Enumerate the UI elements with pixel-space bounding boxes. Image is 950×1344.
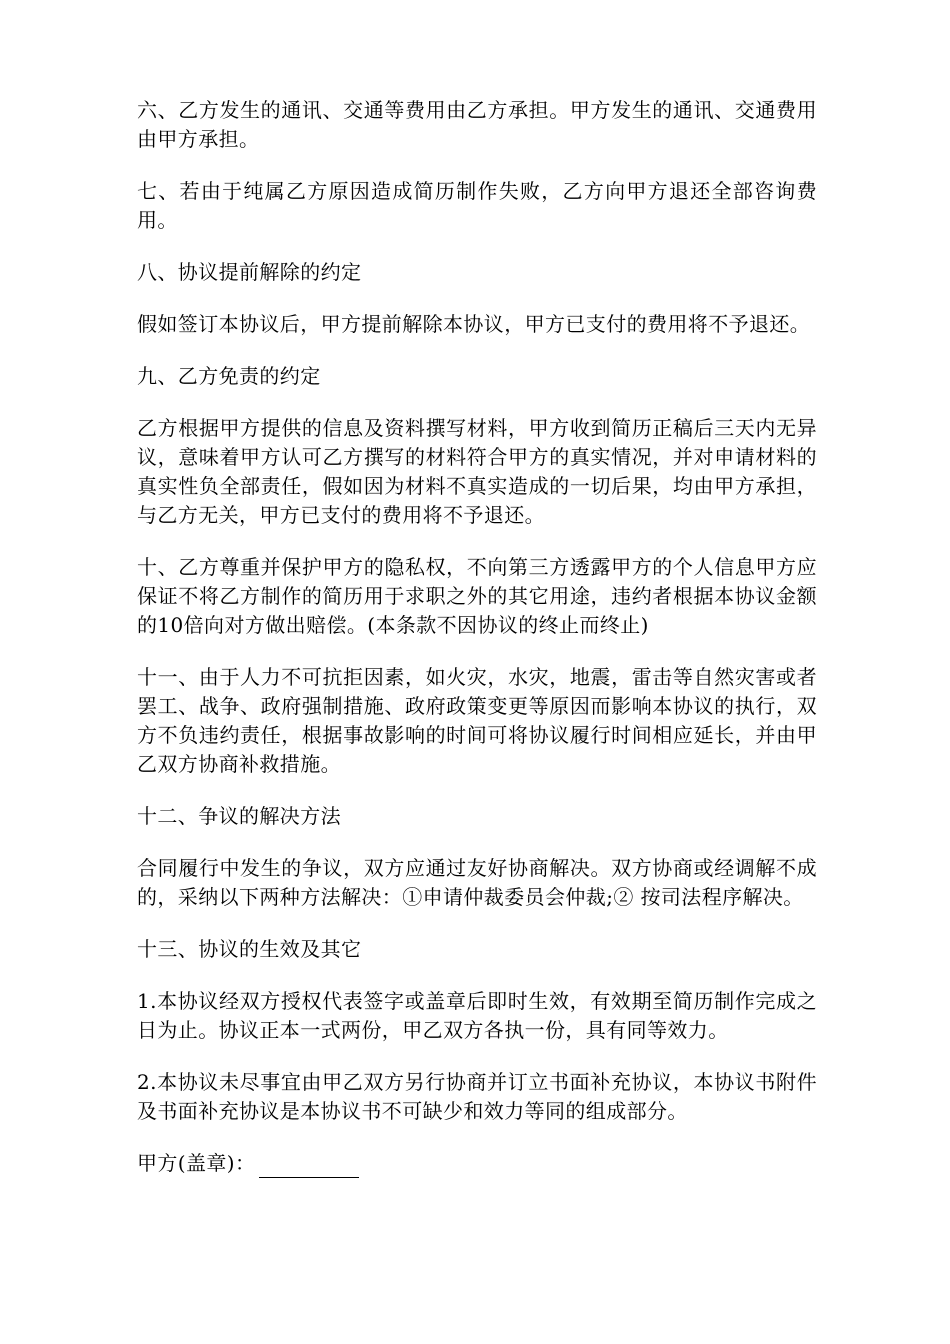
clause-8-body: 假如签订本协议后，甲方提前解除本协议，甲方已支付的费用将不予退还。	[137, 312, 811, 336]
signature-line	[137, 1149, 817, 1178]
document-page	[137, 96, 817, 1178]
signature-blank	[259, 1157, 359, 1178]
clause-8-heading: 八、协议提前解除的约定	[137, 260, 362, 284]
clause-13-heading: 十三、协议的生效及其它	[137, 937, 362, 961]
clause-13-item-1: 1.本协议经双方授权代表签字或盖章后即时生效，有效期至简历制作完成之日为止。协议正本一式两份，甲乙双方各执一份，具有同等效力。	[137, 989, 817, 1042]
clause-11: 十一、由于人力不可抗拒因素，如火灾，水灾，地震，雷击等自然灾害或者罢工、战争、政府强制措施、政府政策变更等原因而影响本协议的执行，双方不负违约责任，根据事故影响的时间可将协议履行时间相应延长，并由甲乙双方协商补救措施。	[137, 665, 817, 776]
clause-9-heading: 九、乙方免责的约定	[137, 364, 321, 388]
clause-13-item-2: 2.本协议未尽事宜由甲乙双方另行协商并订立书面补充协议，本协议书附件及书面补充协议是本协议书不可缺少和效力等同的组成部分。	[137, 1070, 817, 1123]
clause-10: 十、乙方尊重并保护甲方的隐私权，不向第三方透露甲方的个人信息甲方应保证不将乙方制作的简历用于求职之外的其它用途，违约者根据本协议金额的10倍向对方做出赔偿。(本条款不因协议的终止而终止)	[137, 555, 817, 637]
clause-12-heading: 十二、争议的解决方法	[137, 804, 341, 828]
clause-12-body: 合同履行中发生的争议，双方应通过友好协商解决。双方协商或经调解不成的，采纳以下两种方法解决：①申请仲裁委员会仲裁;② 按司法程序解决。	[137, 856, 817, 909]
clause-9-body: 乙方根据甲方提供的信息及资料撰写材料，甲方收到简历正稿后三天内无异议，意味着甲方认可乙方撰写的材料符合甲方的真实情况，并对申请材料的真实性负全部责任，假如因为材料不真实造成的一切后果，均由甲方承担，与乙方无关，甲方已支付的费用将不予退还。	[137, 416, 817, 527]
signature-label: 甲方(盖章)：	[137, 1151, 256, 1175]
clause-7: 七、若由于纯属乙方原因造成简历制作失败，乙方向甲方退还全部咨询费用。	[137, 179, 817, 232]
clause-6: 六、乙方发生的通讯、交通等费用由乙方承担。甲方发生的通讯、交通费用由甲方承担。	[137, 98, 817, 151]
